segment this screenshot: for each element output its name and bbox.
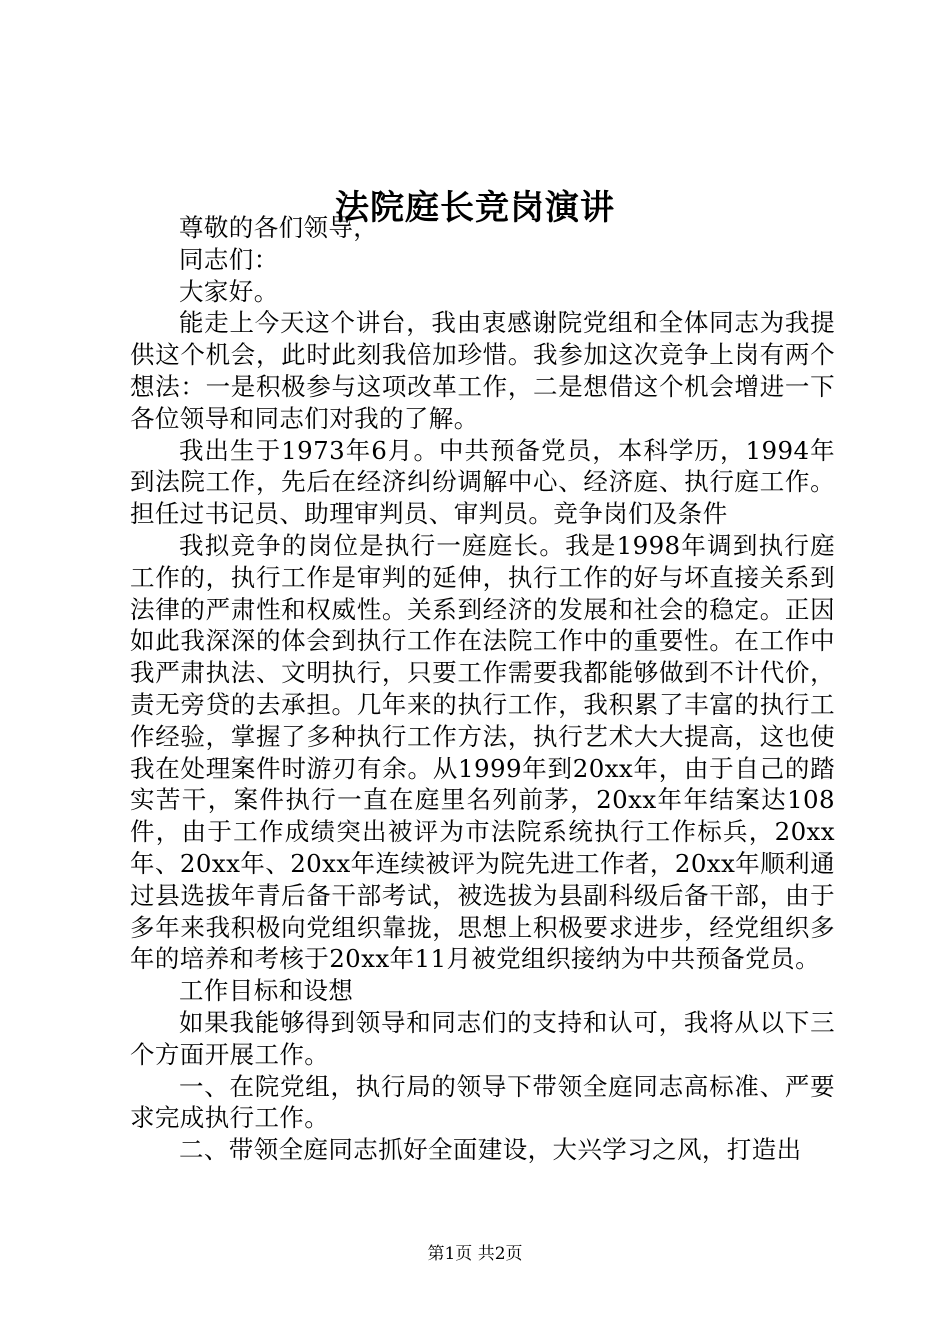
paragraph-plan-one: 一、在院党组，执行局的领导下带领全庭同志高标准、严要求完成执行工作。 — [130, 1071, 835, 1133]
paragraph-plan-two: 二、带领全庭同志抓好全面建设，大兴学习之风，打造出 — [179, 1135, 802, 1165]
paragraph-background: 我出生于1973年6月。中共预备党员，本科学历，1994年到法院工作，先后在经济纠纷调解中心、经济庭、执行庭工作。担任过书记员、助理审判员、审判员。竞争岗们及条件 — [130, 435, 835, 529]
page-number: 第1页 共2页 — [427, 1244, 523, 1264]
greeting: 大家好。 — [179, 276, 279, 306]
document-body — [130, 212, 835, 1166]
salutation-leaders: 尊敬的各们领导， — [179, 213, 379, 242]
section-heading-goals: 工作目标和设想 — [179, 976, 354, 1006]
paragraph-intro: 能走上今天这个讲台，我由衷感谢院党组和全体同志为我提供这个机会，此时此刻我倍加珍惜。我参加这次竞争上岗有两个想法：一是积极参与这项改革工作，二是想借这个机会增进一下各位领导和同志们对我的了解。 — [130, 308, 835, 433]
paragraph-plan-intro: 如果我能够得到领导和同志们的支持和认可，我将从以下三个方面开展工作。 — [130, 1007, 835, 1069]
paragraph-position: 我拟竞争的岗位是执行一庭庭长。我是1998年调到执行庭工作的，执行工作是审判的延伸，执行工作的好与坏直接关系到法律的严肃性和权威性。关系到经济的发展和社会的稳定。正因如此我深深的体会到执行工作在法院工作中的重要性。在工作中我严肃执法、文明执行，只要工作需要我都能够做到不计代价，责无旁贷的去承担。几年来的执行工作，我积累了丰富的执行工作经验，掌握了多种执行工作方法，执行艺术大大提高，这也使我在处理案件时游刃有余。从1999年到20xx年，由于自己的踏实苦干，案件执行一直在庭里名列前茅，20xx年年结案达108件，由于工作成绩突出被评为市法院系统执行工作标兵，20xx年、20xx年、20xx年连续被评为院先进工作者，20xx年顺利通过县选拔年青后备干部考试，被选拔为县副科级后备干部，由于多年来我积极向党组织靠拢，思想上积极要求进步，经党组织多年的培养和考核于20xx年11月被党组织接纳为中共预备党员。 — [130, 530, 835, 974]
document-title: 法院庭长竞岗演讲 — [335, 188, 615, 228]
salutation-comrades: 同志们： — [179, 244, 279, 274]
